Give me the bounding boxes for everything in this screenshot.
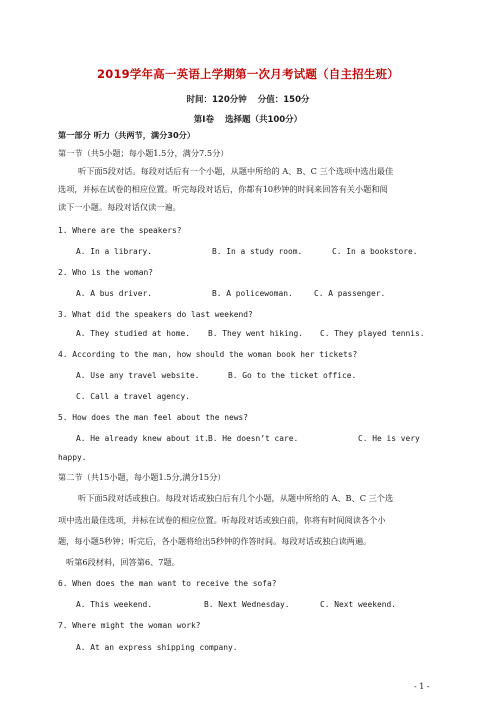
option-a: A. A bus driver.	[76, 289, 153, 298]
option-b: B. In a study room.	[212, 247, 303, 256]
exam-score: 分值：150分	[257, 95, 310, 105]
option-c: C. He is very	[358, 434, 420, 443]
option-a: A. This weekend.	[76, 600, 153, 609]
option-a: A. Use any travel website.	[76, 371, 200, 380]
option-b: B. A policewoman.	[212, 289, 293, 298]
section2-heading: 第二节（共15小题，每小题1.5分,满分15分）	[58, 472, 226, 482]
section1-instruction: 读下一小题。每段对话仅读一遍。	[58, 202, 181, 212]
section2-instruction: 听下面5段对话或独白。每段对话或独白后有几个小题，从题中所给的 A、B、C 三个选	[78, 493, 394, 503]
material-note: 听第6段材料，回答第6、7题。	[66, 557, 180, 567]
option-c: C. In a bookstore.	[332, 247, 418, 256]
part1-heading: 第一部分 听力（共两节，满分30分）	[58, 130, 196, 140]
option-a: A. He already knew about it.	[76, 434, 210, 443]
question-stem: 3. What did the speakers do last weekend?	[58, 310, 253, 319]
section1-instruction: 听下面5段对话。每段对话后有一个小题，从题中所给的 A、B、C 三个选项中选出最佳	[78, 166, 394, 176]
option-b: B. They went hiking.	[208, 329, 304, 338]
option-c-continued: happy.	[58, 453, 87, 462]
exam-meta	[0, 93, 496, 105]
question-stem: 4. According to the man, how should the woman book her tickets?	[58, 350, 358, 359]
exam-time: 时间：120分钟	[186, 95, 247, 105]
question-stem: 2. Who is the woman?	[58, 268, 154, 277]
option-a: A. They studied at home.	[76, 329, 191, 338]
section2-instruction: 项中选出最佳选项，并标在试卷的相应位置。听每段对话或独白前，你将有时间阅读各个小	[58, 515, 386, 525]
question-stem: 7. Where might the woman work?	[58, 621, 201, 630]
page-number: - 1 -	[414, 682, 430, 691]
section1-instruction: 选项，并标在试卷的相应位置。听完每段对话后，你都有10秒钟的时间来回答有关小题和阅	[58, 184, 388, 194]
option-c: C. Call a travel agency.	[76, 392, 191, 401]
option-b: B. Next Wednesday.	[204, 600, 290, 609]
volume-label: 第Ⅰ卷	[193, 115, 214, 125]
option-a: A. In a library.	[76, 247, 153, 256]
exam-title: 2019学年高一英语上学期第一次月考试题（自主招生班）	[97, 67, 399, 81]
volume-name: 选择题（共100分）	[224, 115, 303, 125]
option-c: C. Next weekend.	[320, 600, 397, 609]
option-c: C. A passenger.	[314, 289, 386, 298]
question-stem: 5. How does the man feel about the news?	[58, 413, 249, 422]
option-a: A. At an express shipping company.	[76, 643, 238, 652]
option-b: B. Go to the ticket office.	[228, 371, 357, 380]
question-stem: 6. When does the man want to receive the sofa?	[58, 579, 277, 588]
section2-instruction: 题，每小题5秒钟；听完后，各小题将给出5秒钟的作答时间。每段对话或独白读两遍。	[58, 536, 372, 546]
question-stem: 1. Where are the speakers?	[58, 226, 182, 235]
volume-heading	[0, 113, 496, 125]
section1-heading: 第一节（共5小题；每小题1.5分，满分7.5分）	[58, 148, 229, 158]
option-b: B. He doesn’t care.	[208, 434, 299, 443]
option-c: C. They played tennis.	[320, 329, 425, 338]
